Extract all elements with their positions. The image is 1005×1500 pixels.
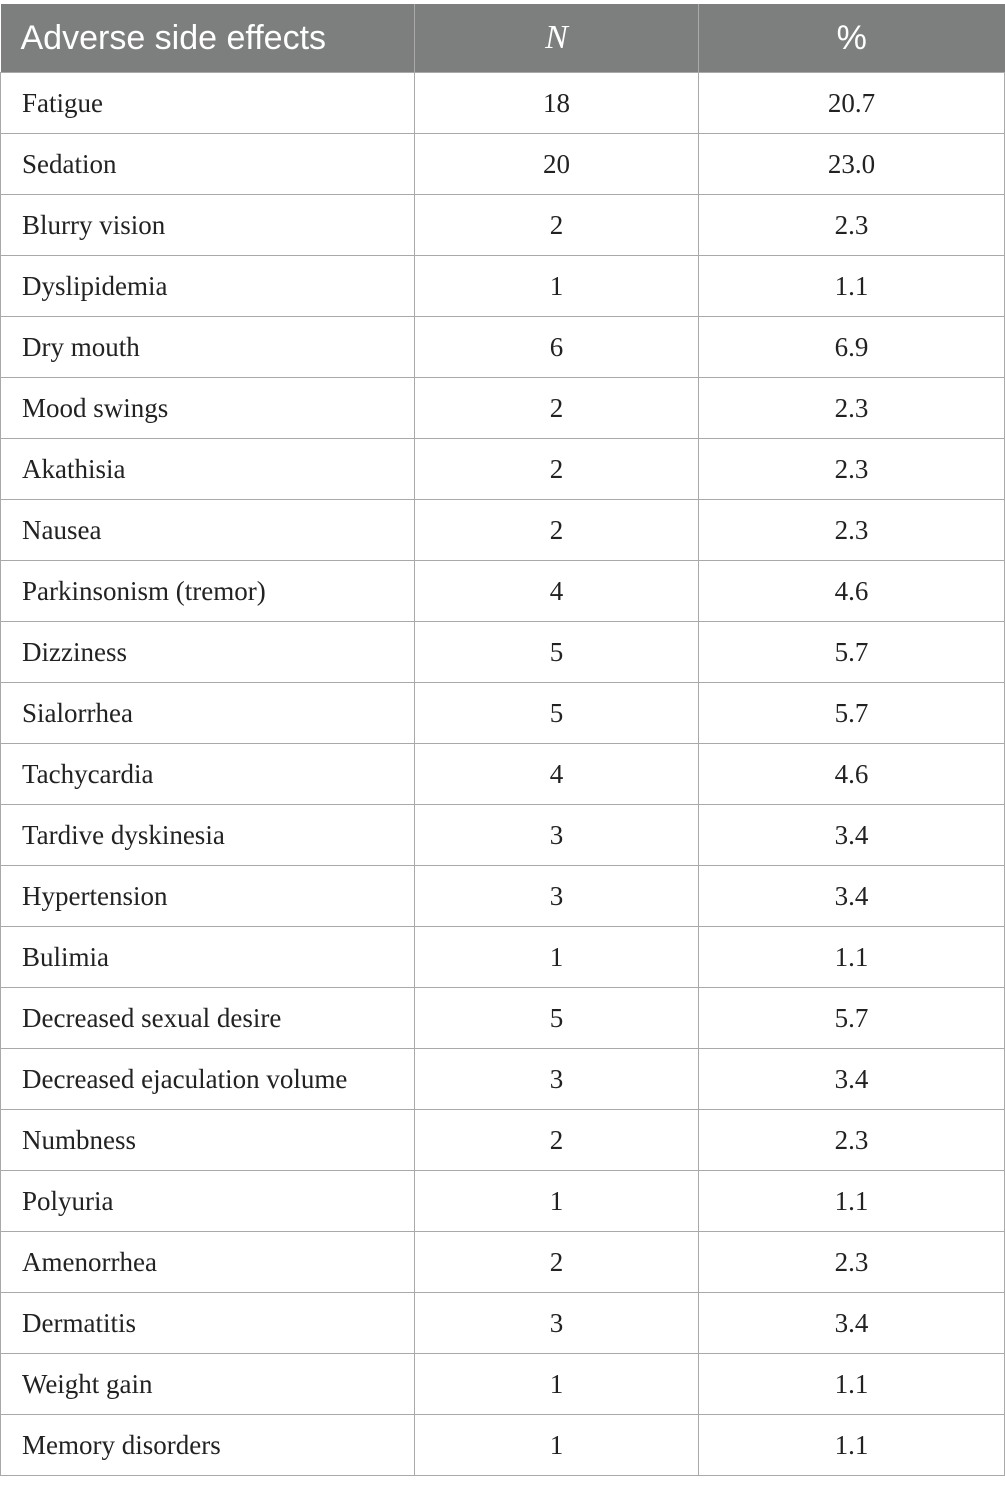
cell-percent: 5.7 (699, 988, 1005, 1049)
table-row (1, 744, 1005, 805)
cell-side-effect: Fatigue (1, 73, 415, 134)
cell-side-effect: Akathisia (1, 439, 415, 500)
table-row (1, 927, 1005, 988)
cell-side-effect: Tardive dyskinesia (1, 805, 415, 866)
cell-n: 1 (415, 1171, 699, 1232)
cell-percent: 2.3 (699, 1232, 1005, 1293)
cell-percent: 5.7 (699, 622, 1005, 683)
cell-n: 2 (415, 195, 699, 256)
cell-n: 2 (415, 1110, 699, 1171)
table-row (1, 134, 1005, 195)
header-row (1, 4, 1005, 73)
cell-n: 3 (415, 866, 699, 927)
cell-percent: 1.1 (699, 927, 1005, 988)
cell-percent: 1.1 (699, 1415, 1005, 1476)
table-row (1, 1049, 1005, 1110)
cell-percent: 3.4 (699, 805, 1005, 866)
cell-side-effect: Dry mouth (1, 317, 415, 378)
cell-side-effect: Mood swings (1, 378, 415, 439)
cell-percent: 3.4 (699, 866, 1005, 927)
cell-side-effect: Weight gain (1, 1354, 415, 1415)
cell-side-effect: Decreased ejaculation volume (1, 1049, 415, 1110)
cell-side-effect: Polyuria (1, 1171, 415, 1232)
table-row (1, 1232, 1005, 1293)
cell-n: 6 (415, 317, 699, 378)
table-header (1, 4, 1005, 73)
cell-percent: 1.1 (699, 1171, 1005, 1232)
header-percent: % (699, 4, 1005, 73)
cell-n: 2 (415, 1232, 699, 1293)
table-row (1, 1415, 1005, 1476)
cell-side-effect: Dizziness (1, 622, 415, 683)
cell-percent: 6.9 (699, 317, 1005, 378)
cell-percent: 20.7 (699, 73, 1005, 134)
header-side-effects: Adverse side effects (1, 4, 415, 73)
cell-percent: 23.0 (699, 134, 1005, 195)
cell-side-effect: Bulimia (1, 927, 415, 988)
cell-percent: 3.4 (699, 1293, 1005, 1354)
table-row (1, 439, 1005, 500)
table-row (1, 1354, 1005, 1415)
table-row (1, 195, 1005, 256)
cell-n: 4 (415, 744, 699, 805)
cell-side-effect: Hypertension (1, 866, 415, 927)
cell-percent: 2.3 (699, 1110, 1005, 1171)
cell-n: 2 (415, 500, 699, 561)
table-row (1, 1110, 1005, 1171)
header-n: N (415, 4, 699, 73)
cell-side-effect: Decreased sexual desire (1, 988, 415, 1049)
table-row (1, 73, 1005, 134)
cell-n: 3 (415, 805, 699, 866)
cell-side-effect: Numbness (1, 1110, 415, 1171)
cell-percent: 3.4 (699, 1049, 1005, 1110)
cell-n: 1 (415, 1415, 699, 1476)
cell-side-effect: Sialorrhea (1, 683, 415, 744)
cell-side-effect: Blurry vision (1, 195, 415, 256)
cell-percent: 1.1 (699, 256, 1005, 317)
cell-n: 5 (415, 622, 699, 683)
cell-percent: 4.6 (699, 561, 1005, 622)
cell-side-effect: Amenorrhea (1, 1232, 415, 1293)
table-row (1, 683, 1005, 744)
table-row (1, 378, 1005, 439)
table-row (1, 866, 1005, 927)
cell-n: 1 (415, 256, 699, 317)
cell-n: 5 (415, 988, 699, 1049)
cell-side-effect: Nausea (1, 500, 415, 561)
cell-side-effect: Dermatitis (1, 1293, 415, 1354)
cell-percent: 2.3 (699, 378, 1005, 439)
cell-n: 1 (415, 1354, 699, 1415)
table-row (1, 1293, 1005, 1354)
cell-n: 20 (415, 134, 699, 195)
cell-percent: 2.3 (699, 195, 1005, 256)
cell-side-effect: Parkinsonism (tremor) (1, 561, 415, 622)
table-row (1, 805, 1005, 866)
cell-n: 1 (415, 927, 699, 988)
cell-n: 3 (415, 1049, 699, 1110)
cell-side-effect: Dyslipidemia (1, 256, 415, 317)
cell-n: 2 (415, 439, 699, 500)
cell-side-effect: Memory disorders (1, 1415, 415, 1476)
cell-n: 4 (415, 561, 699, 622)
cell-percent: 2.3 (699, 439, 1005, 500)
table-row (1, 500, 1005, 561)
cell-side-effect: Tachycardia (1, 744, 415, 805)
table-row (1, 988, 1005, 1049)
table-row (1, 256, 1005, 317)
cell-percent: 2.3 (699, 500, 1005, 561)
cell-n: 18 (415, 73, 699, 134)
cell-percent: 4.6 (699, 744, 1005, 805)
table-row (1, 561, 1005, 622)
adverse-effects-table (0, 4, 1005, 1476)
cell-n: 2 (415, 378, 699, 439)
table-row (1, 1171, 1005, 1232)
adverse-effects-table-container (0, 4, 1004, 1476)
cell-n: 5 (415, 683, 699, 744)
table-row (1, 622, 1005, 683)
cell-n: 3 (415, 1293, 699, 1354)
cell-percent: 5.7 (699, 683, 1005, 744)
table-body (1, 73, 1005, 1476)
table-row (1, 317, 1005, 378)
cell-percent: 1.1 (699, 1354, 1005, 1415)
cell-side-effect: Sedation (1, 134, 415, 195)
